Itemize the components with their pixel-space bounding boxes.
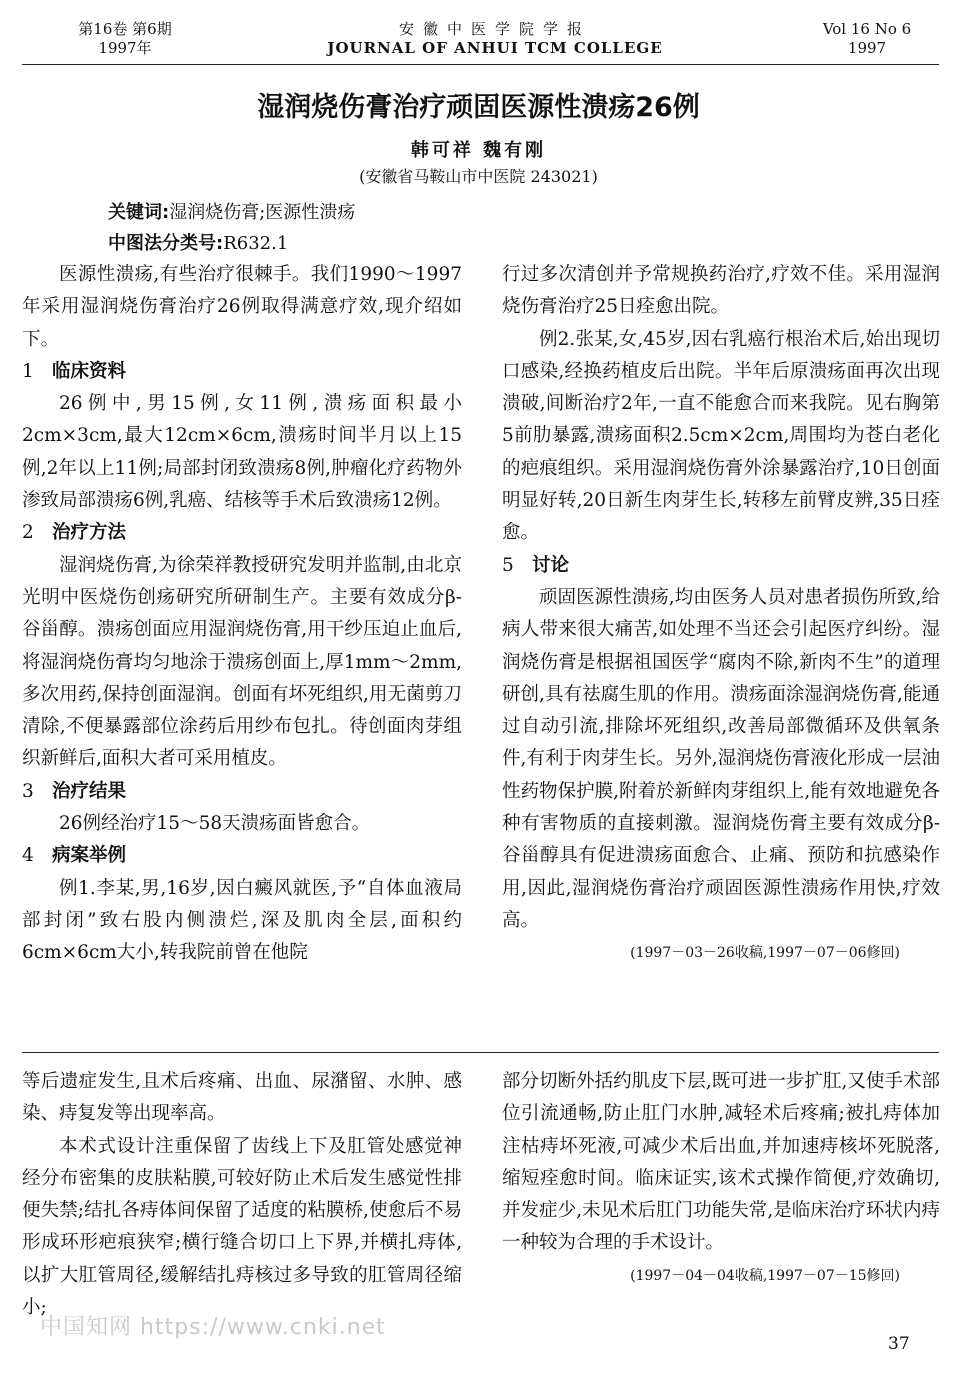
section-3-text: 26例经治疗15～58天溃疡面皆愈合。: [59, 813, 371, 835]
section-title: 临床资料: [52, 360, 127, 382]
section-number: 3: [22, 780, 34, 802]
year-cn: 1997年: [98, 39, 152, 57]
authors: 韩可祥 魏有刚: [410, 140, 547, 161]
running-header-center: [300, 20, 690, 58]
classification-label: 中图法分类号:: [108, 233, 224, 254]
section-title: 治疗方法: [52, 522, 127, 544]
column-right-lower: [502, 1066, 940, 1292]
section-title: 治疗结果: [52, 780, 127, 802]
design-paragraph: 本术式设计注重保留了齿线上下及肛管处感觉神经分布密集的皮肤粘膜,可较好防止术后发生感觉性排便失禁;结扎各痔体间保留了适度的粘膜桥,使愈后不易形成环形疤痕狭窄;横行缝合切口上下界,并横扎痔体,以扩大肛管周径,缓解结扎痔核过多导致的肛管周径缩小;: [22, 1135, 462, 1319]
case-2-paragraph: 例2.张某,女,45岁,因右乳癌行根治术后,始出现切口感染,经换药植皮后出院。半年后原溃疡面再次出现溃破,间断治疗2年,一直不能愈合而来我院。见右胸第5前肋暴露,溃疡面积2.5cm×2cm,周围均为苍白老化的疤痕组织。采用湿润烧伤膏外涂暴露治疗,10日创面明显好转,20日新生肉芽生长,转移左前臂皮辨,35日痊愈。: [502, 328, 940, 544]
section-heading-4: [22, 840, 462, 872]
intro-paragraph: 医源性溃疡,有些治疗很棘手。我们1990～1997年采用湿润烧伤膏治疗26例取得满意疗效,现介绍如下。: [22, 264, 462, 350]
section-heading-2: [22, 517, 462, 549]
volume-issue-cn: 第16卷 第6期: [78, 20, 172, 38]
section-number: 5: [502, 554, 514, 576]
affiliation: (安徽省马鞍山市中医院 243021): [359, 167, 598, 186]
keywords: 湿润烧伤膏;医源性溃疡: [169, 202, 356, 223]
section-title: 病案举例: [52, 845, 127, 867]
year-en: 1997: [847, 39, 887, 57]
section-number: 2: [22, 522, 34, 544]
section-4-text: 例1.李某,男,16岁,因白癜风就医,予“自体血液局部封闭”致右股内侧溃烂,深及肌肉全层,面积约6cm×6cm大小,转我院前曾在他院: [22, 877, 462, 964]
section-number: 1: [22, 360, 34, 382]
keywords-line: [108, 198, 355, 224]
column-left-lower: [22, 1066, 462, 1324]
classification-code: R632.1: [223, 233, 289, 254]
running-header-right: [792, 20, 942, 58]
watermark: 中国知网 https://www.cnki.net: [40, 1315, 386, 1340]
article-separator-rule: [22, 1052, 939, 1053]
received-date: (1997－03－26收稿,1997－07－06修回): [630, 945, 900, 962]
section-number: 4: [22, 845, 34, 867]
received-date: (1997－04－04收稿,1997－07－15修回): [630, 1267, 900, 1284]
section-heading-5: [502, 550, 940, 582]
section-heading-1: [22, 356, 462, 388]
section-heading-3: [22, 776, 462, 808]
section-2-text: 湿润烧伤膏,为徐荣祥教授研究发明并监制,由北京光明中医烧伤创疡研究所研制生产。主要有效成分β-谷甾醇。溃疡创面应用湿润烧伤膏,用干纱压迫止血后,将湿润烧伤膏均匀地涂于溃疡创面上,厚1mm～2mm,多次用药,保持创面湿润。创面有坏死组织,用无菌剪刀清除,不便暴露部位涂药后用纱布包扎。待创面肉芽组织新鲜后,面积大者可采用植皮。: [22, 554, 462, 770]
classification-line: [108, 229, 288, 255]
column-right: [502, 259, 940, 970]
section-1-text: 26例中,男15例,女11例,溃疡面积最小2cm×3cm,最大12cm×6cm,溃疡时间半月以上15例,2年以上11例;局部封闭致溃疡8例,肿瘤化疗药物外渗致局部溃疡6例,乳癌、结核等手术后致溃疡12例。: [22, 393, 462, 512]
continued-paragraph: 部分切断外括约肌皮下层,既可进一步扩肛,又使手术部位引流通畅,防止肛门水肿,减轻术后疼痛;被扎痔体加注枯痔坏死液,可减少术后出血,并加速痔核坏死脱落,缩短痊愈时间。临床证实,该术式操作简便,疗效确切,并发症少,未见术后肛门功能失常,是临床治疗环状内痔一种较为合理的手术设计。: [502, 1071, 940, 1254]
continued-paragraph: 等后遗症发生,且术后疼痛、出血、尿潴留、水肿、感染、痔复发等出现率高。: [22, 1071, 462, 1125]
page-number: 37: [888, 1334, 910, 1354]
journal-name-cn: 安徽中医学院学报: [398, 20, 591, 38]
column-left: [22, 259, 462, 970]
volume-issue-en: Vol 16 No 6: [822, 20, 912, 38]
journal-name-en: JOURNAL OF ANHUI TCM COLLEGE: [327, 39, 663, 57]
header-rule: [22, 64, 939, 65]
keywords-label: 关键词:: [108, 202, 170, 223]
section-5-text: 顽固医源性溃疡,均由医务人员对患者损伤所致,给病人带来很大痛苦,如处理不当还会引起医疗纠纷。湿润烧伤膏是根据祖国医学“腐肉不除,新肉不生”的道理研创,具有祛腐生肌的作用。溃疡面涂湿润烧伤膏,能通过自动引流,排除坏死组织,改善局部微循环及供氧条件,有利于肉芽生长。另外,湿润烧伤膏液化形成一层油性药物保护膜,附着於新鲜肉芽组织上,能有效地避免各种有害物质的直接刺激。湿润烧伤膏主要有效成分β-谷甾醇具有促进溃疡面愈合、止痛、预防和抗感染作用,因此,湿润烧伤膏治疗顽固医源性溃疡作用快,疗效高。: [502, 586, 940, 931]
article-title: 湿润烧伤膏治疗顽固医源性溃疡26例: [257, 92, 700, 123]
section-title: 讨论: [532, 554, 570, 576]
running-header-left: [40, 20, 210, 58]
continued-paragraph: 行过多次清创并予常规换药治疗,疗效不佳。采用湿润烧伤膏治疗25日痊愈出院。: [502, 264, 940, 318]
